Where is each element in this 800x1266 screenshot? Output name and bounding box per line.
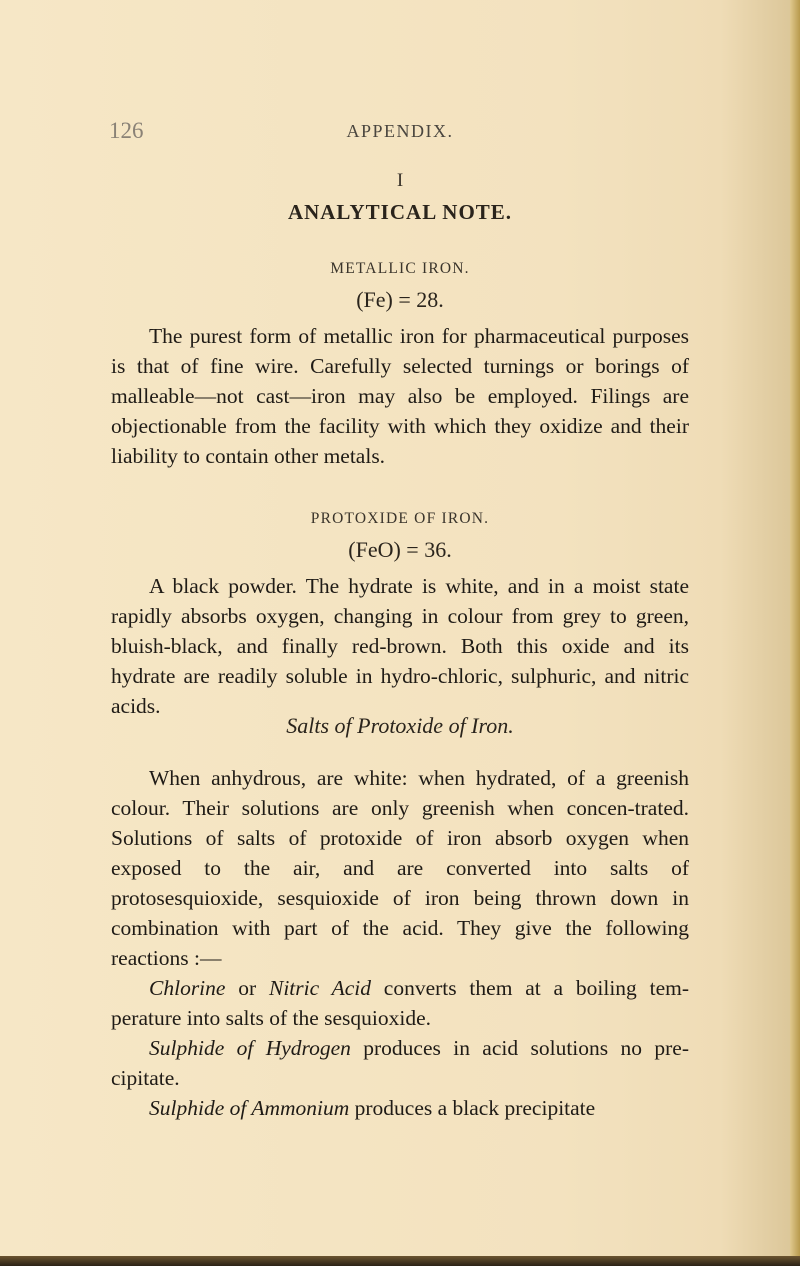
reaction-chlorine xyxy=(111,973,689,1033)
reaction-sulphide-hydrogen xyxy=(111,1033,689,1093)
reaction-text: produces a black precipitate xyxy=(349,1096,596,1120)
page-bottom-edge xyxy=(0,1256,800,1266)
reaction-joiner: or xyxy=(225,976,269,1000)
reaction-text: converts them at a boiling tem-perature into salts of the sesquioxide. xyxy=(111,976,690,1030)
metallic-iron-text: The purest form of metallic iron for pharmaceutical purposes is that of fine wire. Carefully selected turnings or borings of malleable—not cast—iron may also be employed. Filings are objectionable from the facility with which they oxidize and their liability to contain other metals. xyxy=(111,324,689,468)
protoxide-formula: (FeO) = 36. xyxy=(348,537,452,562)
reaction-text: produces in acid solutions no pre-cipitate. xyxy=(111,1036,689,1090)
protoxide-text: A black powder. The hydrate is white, and in a moist state rapidly absorbs oxygen, changing in colour from grey to green, bluish-black, and finally red-brown. Both this oxide and its hydrate are readily soluble in hydro-chloric, sulphuric, and nitric acids. xyxy=(111,574,689,718)
salts-text: When anhydrous, are white: when hydrated, of a greenish colour. Their solutions are only greenish when concen-trated. Solutions of salts of protoxide of iron absorb oxygen when exposed to the air, and are converted into salts of protosesquioxide, sesquioxide of iron being thrown down in combination with part of the acid. They give the following reactions :— xyxy=(111,766,689,970)
running-head: APPENDIX. xyxy=(346,121,454,141)
salts-heading: Salts of Protoxide of Iron. xyxy=(286,713,514,738)
protoxide-heading: PROTOXIDE OF IRON. xyxy=(310,510,490,527)
reaction-reagent: Sulphide of Ammonium xyxy=(149,1096,350,1120)
salts-paragraph xyxy=(111,763,689,1123)
page-number: 126 xyxy=(109,118,144,143)
metallic-iron-heading: METALLIC IRON. xyxy=(330,260,470,277)
section-title: ANALYTICAL NOTE. xyxy=(287,200,513,224)
metallic-iron-formula: (Fe) = 28. xyxy=(356,287,444,312)
protoxide-paragraph xyxy=(111,571,689,721)
reaction-reagent-2: Nitric Acid xyxy=(268,976,371,1000)
metallic-iron-paragraph xyxy=(111,321,689,471)
reaction-sulphide-ammonium xyxy=(111,1093,689,1123)
reaction-reagent: Sulphide of Hydrogen xyxy=(149,1036,351,1060)
reaction-reagent: Chlorine xyxy=(149,976,226,1000)
section-numeral: I xyxy=(396,170,404,191)
